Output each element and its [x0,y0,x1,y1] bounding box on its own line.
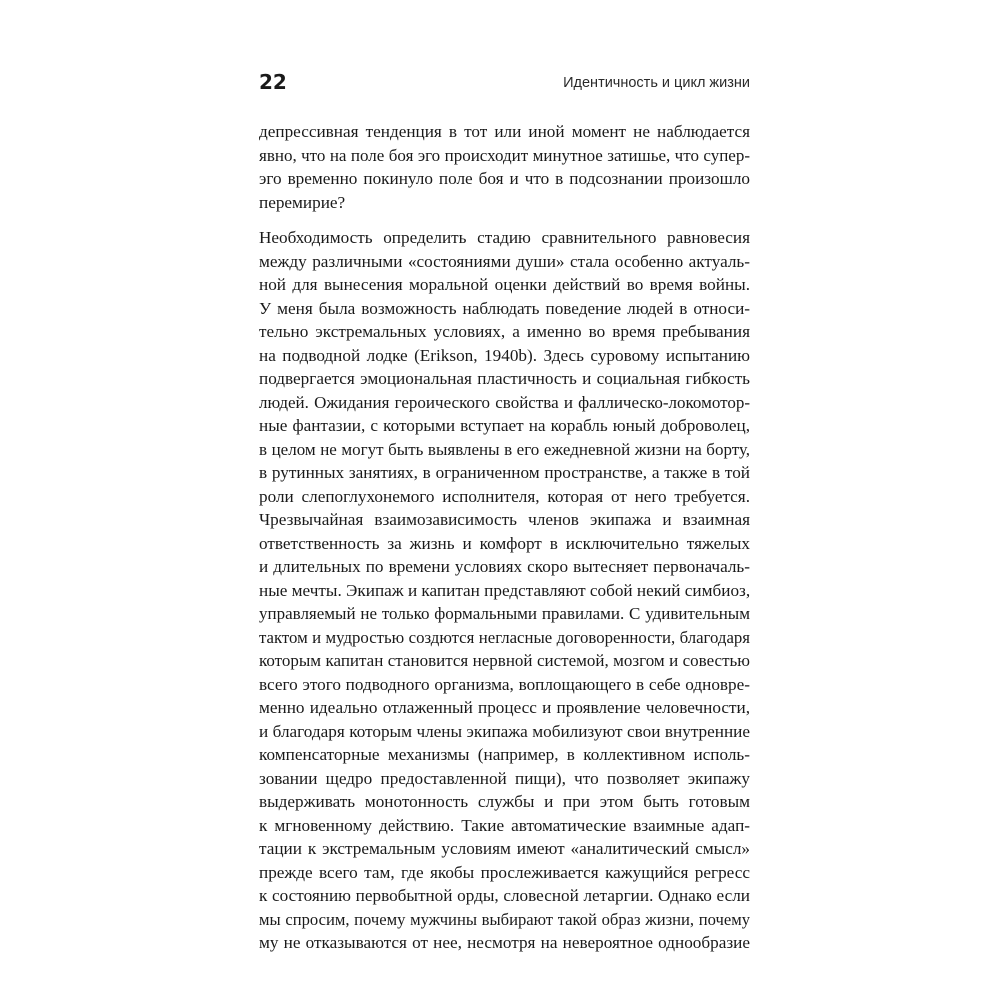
text-line: роли слепоглухонемого исполнителя, которая от него требуется. [259,486,750,506]
text-line: Чрезвычайная взаимозависимость членов экипажа и взаимная [259,510,750,529]
paragraph [259,120,750,214]
paragraph [259,226,750,955]
text-line: депрессивная тенденция в тот или иной момент не наблюдается [259,122,750,141]
text-line: эго временно покинуло поле боя и что в подсознании произошло [259,169,750,188]
text-line: компенсаторные механизмы (например, в коллективном исполь- [259,745,750,764]
text-line: ные мечты. Экипаж и капитан представляют собой некий симбиоз, [259,580,751,600]
text-line: ответственность за жизнь и комфорт в исключительно тяжелых [259,533,750,553]
text-line: Необходимость определить стадию сравнительного равновесия [259,228,750,247]
page-header [259,70,750,98]
text-line: подвергается эмоциональная пластичность и социальная гибкость [259,369,750,388]
text-line: тактом и мудростью создются негласные договоренности, благодаря [259,627,750,647]
text-line: му не отказываются от нее, несмотря на невероятное однообразие [259,933,750,952]
text-line: к состоянию первобытной орды, словесной летаргии. Однако если [259,886,750,905]
text-line: тации к экстремальным условиям имеют «аналитический смысл» [259,839,750,858]
text-line: между различными «состояниями души» стала особенно актуаль- [259,251,750,271]
text-line: которым капитан становится нервной системой, мозгом и совестью [259,651,750,670]
body-text [259,120,750,955]
text-line: прежде всего там, где якобы прослеживается кажущийся регресс [259,862,750,882]
running-title: Идентичность и цикл жизни [563,75,750,91]
text-line: У меня была возможность наблюдать поведение людей в относи- [259,298,750,318]
text-line: менно идеально отлаженный процесс и проявление человечности, [259,698,750,717]
text-line: выдерживать монотонность службы и при этом быть готовым [259,792,750,811]
text-line: и длительных по времени условиях скоро вытесняет первоначаль- [259,557,750,576]
text-line: тельно экстремальных условиях, а именно во время пребывания [259,322,750,341]
text-line: ной для вынесения моральной оценки действий во время войны. [259,275,750,294]
text-line: к мгновенному действию. Такие автоматические взаимные адап- [259,815,750,835]
text-line: управляемый не только формальными правилами. С удивительным [259,604,750,623]
text-line: мы спросим, почему мужчины выбирают такой образ жизни, почему [259,909,750,929]
page-number: 22 [259,70,287,94]
text-line: всего этого подводного организма, воплощающего в себе одновре- [259,674,750,694]
text-line: людей. Ожидания героического свойства и фаллическо-локомотор- [259,392,750,412]
text-line: зовании щедро предоставленной пищи), что позволяет экипажу [259,768,750,788]
text-line: в рутинных занятиях, в ограниченном пространстве, а также в той [259,463,750,482]
text-line: ные фантазии, с которыми вступает на корабль юный доброволец, [259,416,750,435]
text-line: перемирие? [259,192,346,212]
text-line: и благодаря которым члены экипажа мобилизуют свои внутренние [259,721,750,741]
text-line: в целом не могут быть выявлены в его ежедневной жизни на борту, [259,439,750,459]
text-line: явно, что на поле боя эго происходит минутное затишье, что супер- [259,145,750,165]
text-line: на подводной лодке (Erikson, 1940b). Здесь суровому испытанию [259,345,750,365]
